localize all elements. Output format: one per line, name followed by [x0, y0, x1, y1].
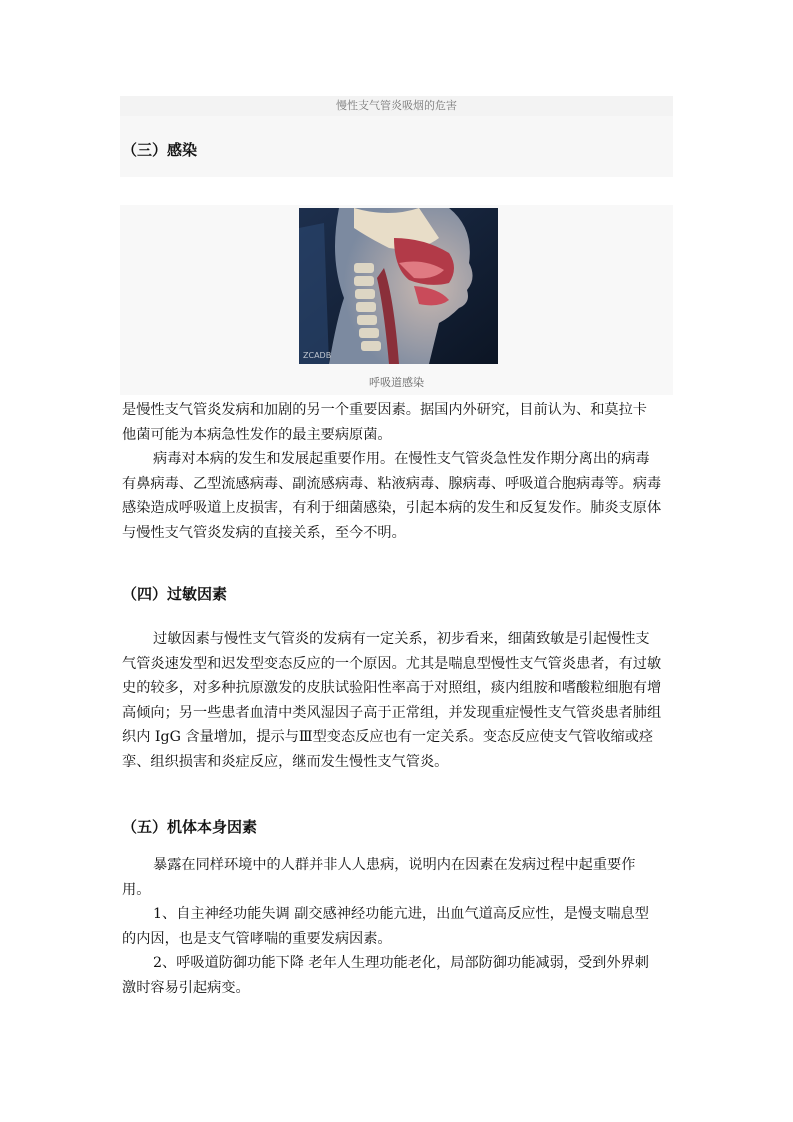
document-title-caption: 慢性支气管炎吸烟的危害 [120, 96, 673, 116]
section-heading-infection: （三）感染 [122, 141, 198, 159]
paragraph: 是慢性支气管炎发病和加剧的另一个重要因素。据国内外研究，目前认为、和莫拉卡他菌可能为本病急性发作的最主要病原菌。 [122, 402, 647, 443]
image-watermark: ZCADB [303, 351, 332, 360]
paragraph: 暴露在同样环境中的人群并非人人患病，说明内在因素在发病过程中起重要作用。 [122, 857, 636, 898]
content-background-top [120, 116, 673, 177]
paragraph: 过敏因素与慢性支气管炎的发病有一定关系，初步看来，细菌致敏是引起慢性支气管炎速发型和迟发型变态反应的一个原因。尤其是喘息型慢性支气管炎患者，有过敏史的较多，对多种抗原激发的皮肤试验阳性率高于对照组，痰内组胺和嗜酸粒细胞有增高倾向；另一些患者血清中类风湿因子高于正常组，并发现重症慢性支气管炎患者肺组织内 IgG 含量增加，提示与Ⅲ型变态反应也有一定关系。变态反应使支气管收缩或痉挛、组织损害和炎症反应，继而发生慢性支气管炎。 [122, 631, 662, 770]
figure-caption: 呼吸道感染 [369, 376, 424, 389]
paragraph: 1、自主神经功能失调 副交感神经功能亢进，出血气道高反应性，是慢支喘息型的内因，也是支气管哮喘的重要发病因素。 [122, 906, 649, 947]
section-heading-intrinsic-factors: （五）机体本身因素 [122, 818, 258, 836]
paragraph: 2、呼吸道防御功能下降 老年人生理功能老化，局部防御功能减弱，受到外界刺激时容易引起病变。 [122, 955, 649, 996]
paragraph: 病毒对本病的发生和发展起重要作用。在慢性支气管炎急性发作期分离出的病毒有鼻病毒、乙型流感病毒、副流感病毒、粘液病毒、腺病毒、呼吸道合胞病毒等。病毒感染造成呼吸道上皮损害，有利于细菌感染，引起本病的发生和反复发作。肺炎支原体与慢性支气管炎发病的直接关系，至今不明。 [122, 451, 662, 541]
section-heading-allergy: （四）过敏因素 [122, 585, 228, 603]
spacer [120, 177, 673, 205]
respiratory-tract-image [299, 208, 498, 364]
